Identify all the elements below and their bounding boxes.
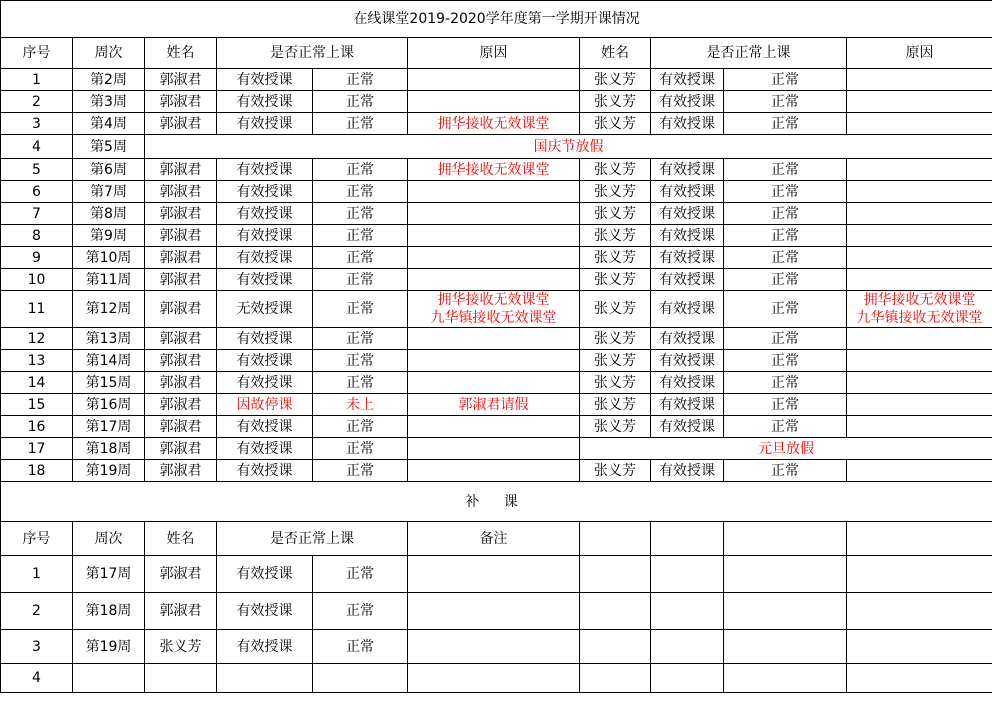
teaching-status-2: 有效授课 [651,159,724,181]
normal-status-2: 正常 [724,113,847,135]
normal-status: 正常 [313,225,408,247]
reason-cell [408,328,580,350]
teaching-status: 有效授课 [217,91,313,113]
row-week: 第4周 [73,113,145,135]
reason-cell [408,269,580,291]
empty-cell [408,664,580,693]
teacher-name: 郭淑君 [145,350,217,372]
table-row [1,438,992,460]
teacher-name-2: 张义芳 [580,372,651,394]
teacher-name-2: 张义芳 [580,460,651,482]
teacher-name: 郭淑君 [145,181,217,203]
reason-cell: 拥华接收无效课堂 [408,113,580,135]
teaching-status: 有效授课 [217,460,313,482]
table-row [1,460,992,482]
row-seq: 18 [1,460,73,482]
teaching-status: 因故停课 [217,394,313,416]
teacher-name: 郭淑君 [145,225,217,247]
row-week: 第18周 [73,438,145,460]
empty-cell [651,522,724,556]
reason-cell-2 [847,225,992,247]
table-row [1,394,992,416]
makeup-week: 第18周 [73,593,145,630]
row-seq: 17 [1,438,73,460]
teacher-name: 郭淑君 [145,203,217,225]
teaching-status: 有效授课 [217,269,313,291]
empty-cell [408,556,580,593]
teaching-status-2: 有效授课 [651,394,724,416]
normal-status-2: 正常 [724,394,847,416]
teaching-status: 有效授课 [217,225,313,247]
teaching-status: 有效授课 [217,416,313,438]
teaching-status: 有效授课 [217,181,313,203]
row-seq: 5 [1,159,73,181]
table-row [1,269,992,291]
row-seq: 2 [1,91,73,113]
normal-status: 正常 [313,416,408,438]
teacher-name: 郭淑君 [145,291,217,328]
reason-cell [408,69,580,91]
normal-status: 正常 [313,203,408,225]
makeup-status: 有效授课 [217,593,313,630]
row-seq: 3 [1,113,73,135]
row-week: 第9周 [73,225,145,247]
empty-cell [580,664,651,693]
teaching-status-2: 有效授课 [651,460,724,482]
normal-status: 正常 [313,372,408,394]
teaching-status: 有效授课 [217,247,313,269]
reason-cell [408,460,580,482]
makeup-seq: 4 [1,664,73,693]
makeup-title-row [1,482,992,522]
empty-cell [580,593,651,630]
reason-cell-2 [847,69,992,91]
empty-cell [408,593,580,630]
row-week: 第7周 [73,181,145,203]
teaching-status-2: 有效授课 [651,113,724,135]
reason-cell [408,225,580,247]
teaching-status-2: 有效授课 [651,91,724,113]
teacher-name-2: 张义芳 [580,394,651,416]
teacher-name-2: 张义芳 [580,350,651,372]
teaching-status-2: 有效授课 [651,181,724,203]
normal-status-2: 正常 [724,269,847,291]
teaching-status-2: 有效授课 [651,247,724,269]
reason-cell: 郭淑君请假 [408,394,580,416]
row-week: 第15周 [73,372,145,394]
makeup-status: 有效授课 [217,630,313,664]
teacher-name: 郭淑君 [145,372,217,394]
empty-cell [847,664,992,693]
teacher-name: 郭淑君 [145,247,217,269]
holiday-note: 国庆节放假 [145,135,992,159]
makeup-status [217,664,313,693]
row-seq: 4 [1,135,73,159]
makeup-row [1,556,992,593]
teaching-status-2: 有效授课 [651,372,724,394]
teaching-status: 有效授课 [217,372,313,394]
normal-status-2: 正常 [724,416,847,438]
header-row [1,38,992,69]
makeup-normal: 正常 [313,593,408,630]
row-seq: 9 [1,247,73,269]
reason-cell-2 [847,269,992,291]
makeup-name: 张义芳 [145,630,217,664]
reason-cell-2 [847,328,992,350]
row-seq: 8 [1,225,73,247]
table-row [1,372,992,394]
teacher-name: 郭淑君 [145,69,217,91]
makeup-header-seq: 序号 [1,522,73,556]
empty-cell [408,630,580,664]
teacher-name: 郭淑君 [145,113,217,135]
header-reason: 原因 [408,38,580,69]
teaching-status-2: 有效授课 [651,416,724,438]
teacher-name: 郭淑君 [145,269,217,291]
normal-status-2: 正常 [724,181,847,203]
makeup-name [145,664,217,693]
row-week: 第16周 [73,394,145,416]
normal-status: 正常 [313,269,408,291]
normal-status-2: 正常 [724,69,847,91]
row-seq: 13 [1,350,73,372]
normal-status: 未上 [313,394,408,416]
teaching-status-2: 有效授课 [651,291,724,328]
normal-status-2: 正常 [724,159,847,181]
table-row [1,416,992,438]
normal-status: 正常 [313,91,408,113]
reason-cell-2 [847,203,992,225]
makeup-status: 有效授课 [217,556,313,593]
reason-cell-2 [847,350,992,372]
makeup-row [1,664,992,693]
empty-cell [847,593,992,630]
teacher-name-2: 张义芳 [580,203,651,225]
holiday-note: 元旦放假 [580,438,992,460]
makeup-week: 第17周 [73,556,145,593]
teaching-status: 有效授课 [217,69,313,91]
empty-cell [724,630,847,664]
normal-status: 正常 [313,350,408,372]
row-seq: 6 [1,181,73,203]
makeup-normal [313,664,408,693]
teaching-status-2: 有效授课 [651,269,724,291]
row-seq: 12 [1,328,73,350]
reason-cell-2 [847,416,992,438]
teacher-name-2: 张义芳 [580,416,651,438]
makeup-normal: 正常 [313,630,408,664]
makeup-header-week: 周次 [73,522,145,556]
empty-cell [724,593,847,630]
reason-cell-2 [847,460,992,482]
row-week: 第8周 [73,203,145,225]
row-seq: 7 [1,203,73,225]
reason-line: 拥华接收无效课堂 [863,292,976,308]
normal-status: 正常 [313,159,408,181]
makeup-row [1,630,992,664]
empty-cell [580,556,651,593]
empty-cell [651,630,724,664]
empty-cell [847,556,992,593]
row-week: 第5周 [73,135,145,159]
teacher-name-2: 张义芳 [580,291,651,328]
row-seq: 14 [1,372,73,394]
table-row [1,247,992,269]
row-week: 第10周 [73,247,145,269]
page-title: 在线课堂2019-2020学年度第一学期开课情况 [1,1,992,38]
makeup-row [1,593,992,630]
normal-status-2: 正常 [724,460,847,482]
reason-line: 拥华接收无效课堂 [437,292,550,308]
reason-cell-2 [847,247,992,269]
teaching-status-2: 有效授课 [651,69,724,91]
table-row [1,291,992,328]
empty-cell [651,556,724,593]
normal-status: 正常 [313,291,408,328]
reason-cell [408,203,580,225]
teaching-status: 有效授课 [217,203,313,225]
table-row [1,69,992,91]
teaching-status-2: 有效授课 [651,225,724,247]
row-week: 第12周 [73,291,145,328]
reason-cell-2 [847,372,992,394]
reason-cell-2 [847,291,992,328]
normal-status-2: 正常 [724,372,847,394]
empty-cell [724,664,847,693]
teacher-name-2: 张义芳 [580,113,651,135]
teaching-status: 有效授课 [217,113,313,135]
makeup-header-normal: 是否正常上课 [217,522,408,556]
row-week: 第11周 [73,269,145,291]
normal-status: 正常 [313,113,408,135]
reason-cell-2 [847,394,992,416]
teaching-status-2: 有效授课 [651,350,724,372]
teaching-status-2: 有效授课 [651,203,724,225]
makeup-seq: 2 [1,593,73,630]
normal-status-2: 正常 [724,328,847,350]
normal-status: 正常 [313,438,408,460]
table-row [1,113,992,135]
teacher-name-2: 张义芳 [580,247,651,269]
header-week: 周次 [73,38,145,69]
row-seq: 1 [1,69,73,91]
makeup-normal: 正常 [313,556,408,593]
teaching-status: 有效授课 [217,350,313,372]
teaching-status: 有效授课 [217,438,313,460]
reason-cell-2 [847,91,992,113]
normal-status: 正常 [313,181,408,203]
empty-cell [847,522,992,556]
teacher-name-2: 张义芳 [580,69,651,91]
makeup-week [73,664,145,693]
teaching-status: 有效授课 [217,328,313,350]
teacher-name: 郭淑君 [145,416,217,438]
reason-cell-2 [847,113,992,135]
reason-cell [408,350,580,372]
normal-status-2: 正常 [724,203,847,225]
reason-cell [408,291,580,328]
teacher-name-2: 张义芳 [580,225,651,247]
reason-cell [408,416,580,438]
makeup-week: 第19周 [73,630,145,664]
empty-cell [580,522,651,556]
reason-cell: 拥华接收无效课堂 [408,159,580,181]
header-normal: 是否正常上课 [217,38,408,69]
reason-cell-2 [847,181,992,203]
table-row [1,135,992,159]
makeup-header-note: 备注 [408,522,580,556]
teacher-name: 郭淑君 [145,438,217,460]
makeup-name: 郭淑君 [145,593,217,630]
teacher-name: 郭淑君 [145,91,217,113]
teacher-name-2: 张义芳 [580,181,651,203]
row-week: 第17周 [73,416,145,438]
empty-cell [651,664,724,693]
makeup-header-name: 姓名 [145,522,217,556]
teaching-status: 有效授课 [217,159,313,181]
teacher-name: 郭淑君 [145,328,217,350]
normal-status: 正常 [313,460,408,482]
teacher-name: 郭淑君 [145,159,217,181]
header-seq: 序号 [1,38,73,69]
teacher-name-2: 张义芳 [580,159,651,181]
table-row [1,203,992,225]
empty-cell [724,522,847,556]
row-week: 第19周 [73,460,145,482]
teaching-status: 无效授课 [217,291,313,328]
normal-status: 正常 [313,247,408,269]
teacher-name: 郭淑君 [145,394,217,416]
header-reason-2: 原因 [847,38,992,69]
empty-cell [580,630,651,664]
teaching-status-2: 有效授课 [651,328,724,350]
empty-cell [847,630,992,664]
normal-status: 正常 [313,328,408,350]
makeup-header-row [1,522,992,556]
normal-status-2: 正常 [724,225,847,247]
row-week: 第6周 [73,159,145,181]
normal-status-2: 正常 [724,91,847,113]
empty-cell [651,593,724,630]
header-normal-2: 是否正常上课 [651,38,847,69]
row-week: 第2周 [73,69,145,91]
makeup-seq: 3 [1,630,73,664]
teacher-name-2: 张义芳 [580,269,651,291]
table-row [1,159,992,181]
reason-cell [408,181,580,203]
teacher-name: 郭淑君 [145,460,217,482]
normal-status-2: 正常 [724,291,847,328]
reason-cell-2 [847,159,992,181]
table-row [1,225,992,247]
teacher-name-2: 张义芳 [580,328,651,350]
row-seq: 16 [1,416,73,438]
row-seq: 11 [1,291,73,328]
row-week: 第3周 [73,91,145,113]
reason-cell [408,372,580,394]
reason-cell [408,247,580,269]
normal-status-2: 正常 [724,247,847,269]
reason-cell [408,438,580,460]
empty-cell [724,556,847,593]
table-row [1,350,992,372]
reason-cell [408,91,580,113]
header-name-2: 姓名 [580,38,651,69]
makeup-seq: 1 [1,556,73,593]
table-row [1,181,992,203]
row-week: 第13周 [73,328,145,350]
normal-status: 正常 [313,69,408,91]
row-seq: 10 [1,269,73,291]
reason-line: 九华镇接收无效课堂 [430,310,557,326]
teacher-name-2: 张义芳 [580,91,651,113]
reason-line: 九华镇接收无效课堂 [856,310,983,326]
table-row [1,328,992,350]
row-week: 第14周 [73,350,145,372]
row-seq: 15 [1,394,73,416]
table-row [1,91,992,113]
header-name: 姓名 [145,38,217,69]
makeup-name: 郭淑君 [145,556,217,593]
normal-status-2: 正常 [724,350,847,372]
makeup-title: 补 课 [1,482,992,522]
